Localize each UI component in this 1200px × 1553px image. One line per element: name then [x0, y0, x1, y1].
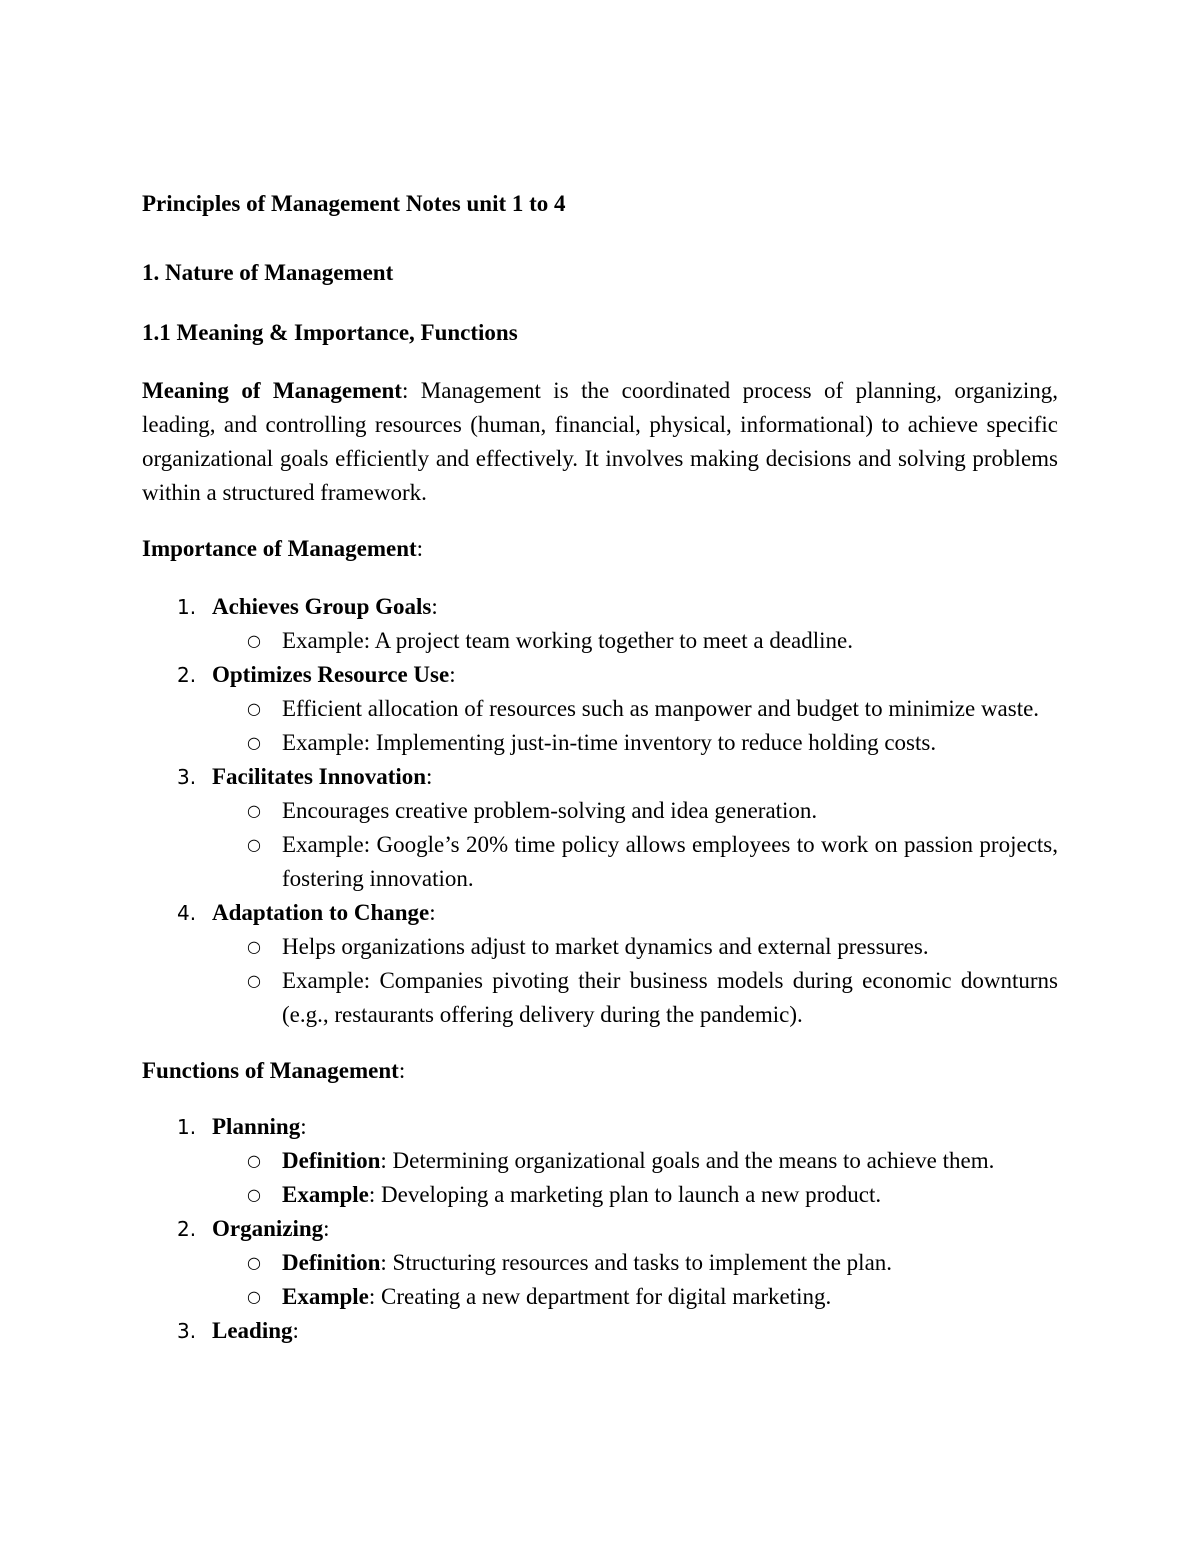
list-number: 1.	[177, 1115, 197, 1139]
sub-list-item	[212, 794, 1058, 828]
functions-label: Functions of Management	[142, 1058, 399, 1083]
spacer	[142, 290, 1058, 316]
importance-label: Importance of Management	[142, 536, 417, 561]
sub-list-item	[212, 726, 1058, 760]
circle-bullet-icon: ○	[247, 1287, 261, 1306]
circle-bullet-icon: ○	[247, 1253, 261, 1272]
spacer	[142, 566, 1058, 590]
circle-bullet-icon: ○	[247, 937, 261, 956]
circle-bullet-icon: ○	[247, 733, 261, 752]
list-item-title: Adaptation to Change	[212, 900, 430, 925]
sub-list	[212, 930, 1058, 1032]
sub-item-text: Example: A project team working together to meet a deadline.	[282, 628, 853, 653]
functions-list	[142, 1110, 1058, 1348]
list-item	[142, 896, 1058, 1032]
sub-item-text: Encourages creative problem-solving and idea generation.	[282, 798, 818, 823]
list-item-colon: :	[429, 900, 436, 925]
importance-colon: :	[416, 536, 424, 561]
sub-item-text: : Developing a marketing plan to launch a new product.	[368, 1182, 882, 1207]
sub-item-text: : Structuring resources and tasks to implement the plan.	[380, 1250, 893, 1275]
meaning-text: Management is the coordinated process of planning, organizing, leading, and controlling resources (human, financial, physical, informational) to achieve specific organizational goals efficiently and effectively. It involves making decisions and solving problems within a structured framework.	[142, 378, 1059, 505]
circle-bullet-icon: ○	[247, 699, 261, 718]
list-item-title: Organizing	[212, 1216, 324, 1241]
sub-item-label: Example	[282, 1182, 369, 1207]
list-item-colon: :	[431, 594, 438, 619]
list-item-title: Planning	[212, 1114, 301, 1139]
circle-bullet-icon: ○	[247, 1151, 261, 1170]
sub-item-text: Example: Google’s 20% time policy allows employees to work on passion projects, fostering innovation.	[282, 832, 1058, 891]
sub-item-label: Definition	[282, 1250, 381, 1275]
list-item	[142, 590, 1058, 658]
sub-item-text: Example: Implementing just-in-time inventory to reduce holding costs.	[282, 730, 937, 755]
spacer	[142, 1088, 1058, 1110]
sub-list	[212, 692, 1058, 760]
meaning-colon: :	[401, 378, 409, 403]
list-item-title: Achieves Group Goals	[212, 594, 432, 619]
sub-item-text: : Determining organizational goals and the means to achieve them.	[380, 1148, 995, 1173]
circle-bullet-icon: ○	[247, 1185, 261, 1204]
list-item	[142, 1110, 1058, 1212]
list-item	[142, 658, 1058, 760]
circle-bullet-icon: ○	[247, 801, 261, 820]
sub-list-item	[212, 1144, 1058, 1178]
sub-item-text: Helps organizations adjust to market dynamics and external pressures.	[282, 934, 929, 959]
list-number: 3.	[177, 1319, 197, 1343]
sub-list-item	[212, 828, 1058, 896]
sub-item-label: Example	[282, 1284, 369, 1309]
importance-heading	[142, 532, 1058, 566]
list-item-colon: :	[449, 662, 456, 687]
sub-list-item	[212, 1178, 1058, 1212]
sub-list-item	[212, 1246, 1058, 1280]
subsection-heading: 1.1 Meaning & Importance, Functions	[142, 320, 518, 345]
list-item-title: Facilitates Innovation	[212, 764, 427, 789]
sub-item-text: Example: Companies pivoting their business models during economic downturns (e.g., restaurants offering delivery during the pandemic).	[282, 968, 1058, 1027]
list-item	[142, 1212, 1058, 1314]
circle-bullet-icon: ○	[247, 971, 261, 990]
spacer	[142, 221, 1058, 256]
list-number: 2.	[177, 663, 197, 687]
circle-bullet-icon: ○	[247, 631, 261, 650]
list-item-colon: :	[426, 764, 433, 789]
list-item	[142, 1314, 1058, 1348]
sub-list	[212, 624, 1058, 658]
sub-list-item	[212, 1280, 1058, 1314]
sub-item-label: Definition	[282, 1148, 381, 1173]
list-number: 1.	[177, 595, 197, 619]
list-number: 2.	[177, 1217, 197, 1241]
section-heading: 1. Nature of Management	[142, 260, 394, 285]
list-number: 4.	[177, 901, 197, 925]
spacer	[142, 510, 1058, 532]
spacer	[142, 350, 1058, 374]
list-number: 3.	[177, 765, 197, 789]
meaning-paragraph	[142, 374, 1058, 510]
list-item-title: Leading	[212, 1318, 293, 1343]
list-item-colon: :	[300, 1114, 307, 1139]
sub-list	[212, 1144, 1058, 1212]
meaning-label: Meaning of Management	[142, 378, 402, 403]
sub-item-text: Efficient allocation of resources such as manpower and budget to minimize waste.	[282, 696, 1040, 721]
document-title: Principles of Management Notes unit 1 to 4	[142, 191, 566, 216]
circle-bullet-icon: ○	[247, 835, 261, 854]
sub-list	[212, 794, 1058, 896]
sub-list	[212, 1246, 1058, 1314]
list-item-colon: :	[292, 1318, 299, 1343]
sub-list-item	[212, 692, 1058, 726]
sub-list-item	[212, 624, 1058, 658]
document-page	[142, 187, 1058, 1348]
sub-item-text: : Creating a new department for digital marketing.	[368, 1284, 832, 1309]
list-item-title: Optimizes Resource Use	[212, 662, 450, 687]
functions-colon: :	[398, 1058, 406, 1083]
functions-heading	[142, 1054, 1058, 1088]
importance-list	[142, 590, 1058, 1032]
list-item	[142, 760, 1058, 896]
sub-list-item	[212, 930, 1058, 964]
spacer	[142, 1032, 1058, 1054]
list-item-colon: :	[323, 1216, 330, 1241]
sub-list-item	[212, 964, 1058, 1032]
